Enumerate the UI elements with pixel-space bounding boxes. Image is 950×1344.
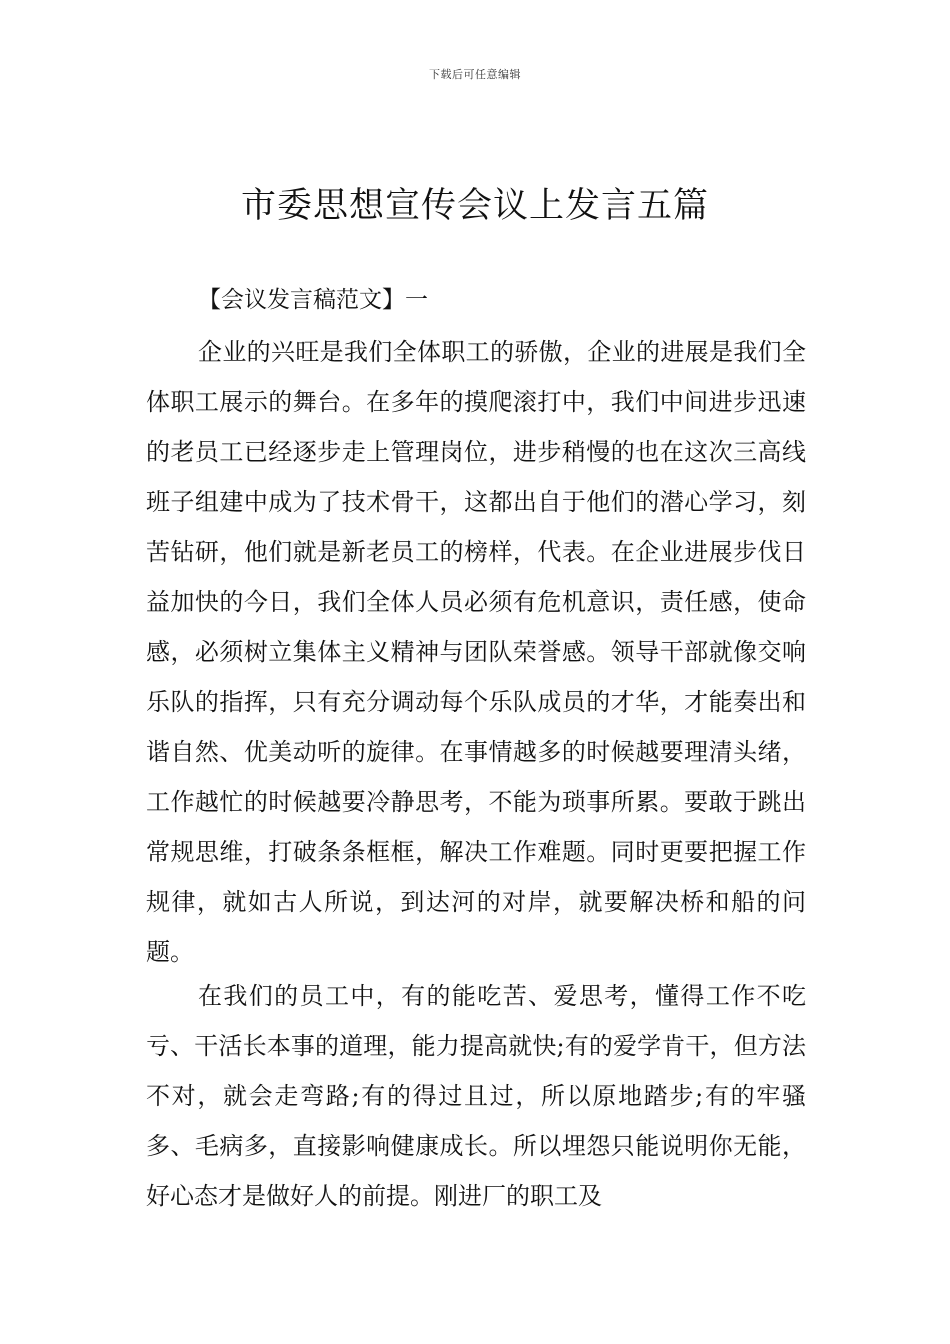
- header-note: 下载后可任意编辑: [429, 68, 521, 81]
- section-heading: 【会议发言稿范文】一: [198, 287, 428, 313]
- page-title: 市委思想宣传会议上发言五篇: [240, 186, 709, 226]
- body-paragraph-1: 企业的兴旺是我们全体职工的骄傲，企业的进展是我们全体职工展示的舞台。在多年的摸爬滚打中，我们中间进步迅速的老员工已经逐步走上管理岗位，进步稍慢的也在这次三高线班子组建中成为了技术骨干，这都出自于他们的潜心学习，刻苦钻研，他们就是新老员工的榜样，代表。在企业进展步伐日益加快的今日，我们全体人员必须有危机意识，责任感，使命感，必须树立集体主义精神与团队荣誉感。领导干部就像交响乐队的指挥，只有充分调动每个乐队成员的才华，才能奏出和谐自然、优美动听的旋律。在事情越多的时候越要理清头绪，工作越忙的时候越要冷静思考，不能为琐事所累。要敢于跳出常规思维，打破条条框框，解决工作难题。同时更要把握工作规律，就如古人所说，到达河的对岸，就要解决桥和船的问题。: [146, 338, 806, 966]
- body-paragraph-2: 在我们的员工中，有的能吃苦、爱思考，懂得工作不吃亏、干活长本事的道理，能力提高就快;有的爱学肯干，但方法不对，就会走弯路;有的得过且过，所以原地踏步;有的牢骚多、毛病多，直接影响健康成长。所以埋怨只能说明你无能，好心态才是做好人的前提。刚进厂的职工及: [146, 982, 806, 1210]
